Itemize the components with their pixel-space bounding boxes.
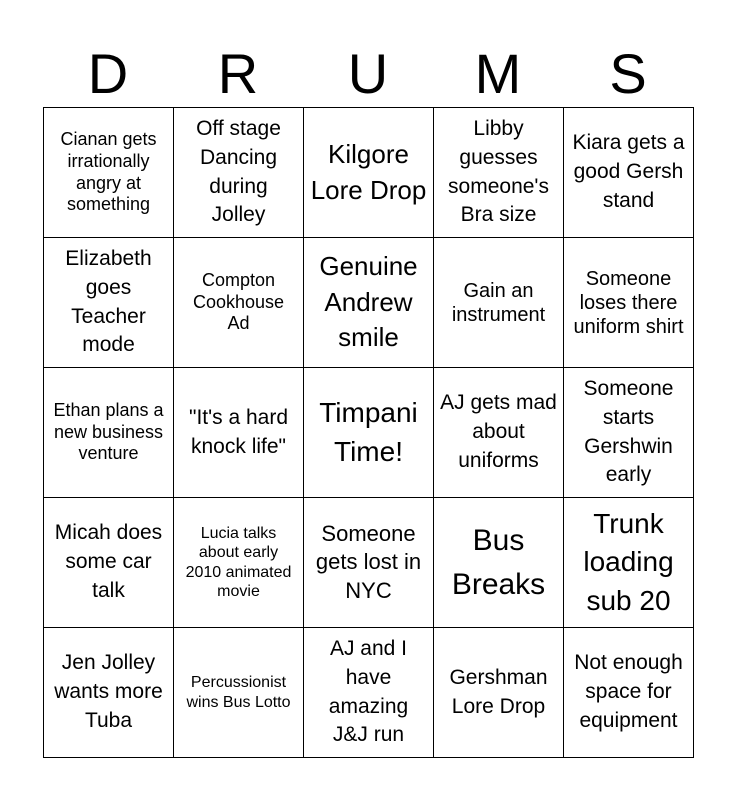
bingo-cell[interactable]: Micah does some car talk xyxy=(44,498,174,628)
bingo-cell[interactable]: Lucia talks about early 2010 animated movie xyxy=(174,498,304,628)
board-row-5 xyxy=(44,628,694,758)
bingo-cell[interactable]: Someone loses there uniform shirt xyxy=(564,238,694,368)
bingo-cell[interactable]: Kilgore Lore Drop xyxy=(304,108,434,238)
bingo-cell[interactable]: Bus Breaks xyxy=(434,498,564,628)
bingo-header xyxy=(43,40,693,108)
header-letter-r: R xyxy=(217,42,259,105)
bingo-cell[interactable]: Kiara gets a good Gersh stand xyxy=(564,108,694,238)
header-letter-u: U xyxy=(347,42,389,105)
bingo-cell[interactable]: Someone gets lost in NYC xyxy=(304,498,434,628)
bingo-cell[interactable]: Ethan plans a new business venture xyxy=(44,368,174,498)
bingo-cell[interactable]: Jen Jolley wants more Tuba xyxy=(44,628,174,758)
bingo-cell[interactable]: Cianan gets irrationally angry at something xyxy=(44,108,174,238)
bingo-cell[interactable]: Gain an instrument xyxy=(434,238,564,368)
board-row-2 xyxy=(44,238,694,368)
bingo-cell[interactable]: Genuine Andrew smile xyxy=(304,238,434,368)
bingo-cell[interactable]: Libby guesses someone's Bra size xyxy=(434,108,564,238)
header-letter-s: S xyxy=(609,42,647,105)
bingo-cell[interactable]: AJ and I have amazing J&J run xyxy=(304,628,434,758)
bingo-cell[interactable]: Percussionist wins Bus Lotto xyxy=(174,628,304,758)
header-letter-d: D xyxy=(87,42,129,105)
bingo-cell[interactable]: Compton Cookhouse Ad xyxy=(174,238,304,368)
bingo-cell[interactable]: "It's a hard knock life" xyxy=(174,368,304,498)
bingo-cell[interactable]: Off stage Dancing during Jolley xyxy=(174,108,304,238)
board-row-4 xyxy=(44,498,694,628)
bingo-cell[interactable]: AJ gets mad about uniforms xyxy=(434,368,564,498)
bingo-cell[interactable]: Trunk loading sub 20 xyxy=(564,498,694,628)
bingo-cell[interactable]: Gershman Lore Drop xyxy=(434,628,564,758)
header-letter-m: M xyxy=(474,42,522,105)
bingo-cell[interactable]: Someone starts Gershwin early xyxy=(564,368,694,498)
bingo-cell[interactable]: Not enough space for equipment xyxy=(564,628,694,758)
board-row-1 xyxy=(44,108,694,238)
bingo-board xyxy=(43,107,694,758)
board-row-3 xyxy=(44,368,694,498)
bingo-cell[interactable]: Elizabeth goes Teacher mode xyxy=(44,238,174,368)
bingo-cell[interactable]: Timpani Time! xyxy=(304,368,434,498)
